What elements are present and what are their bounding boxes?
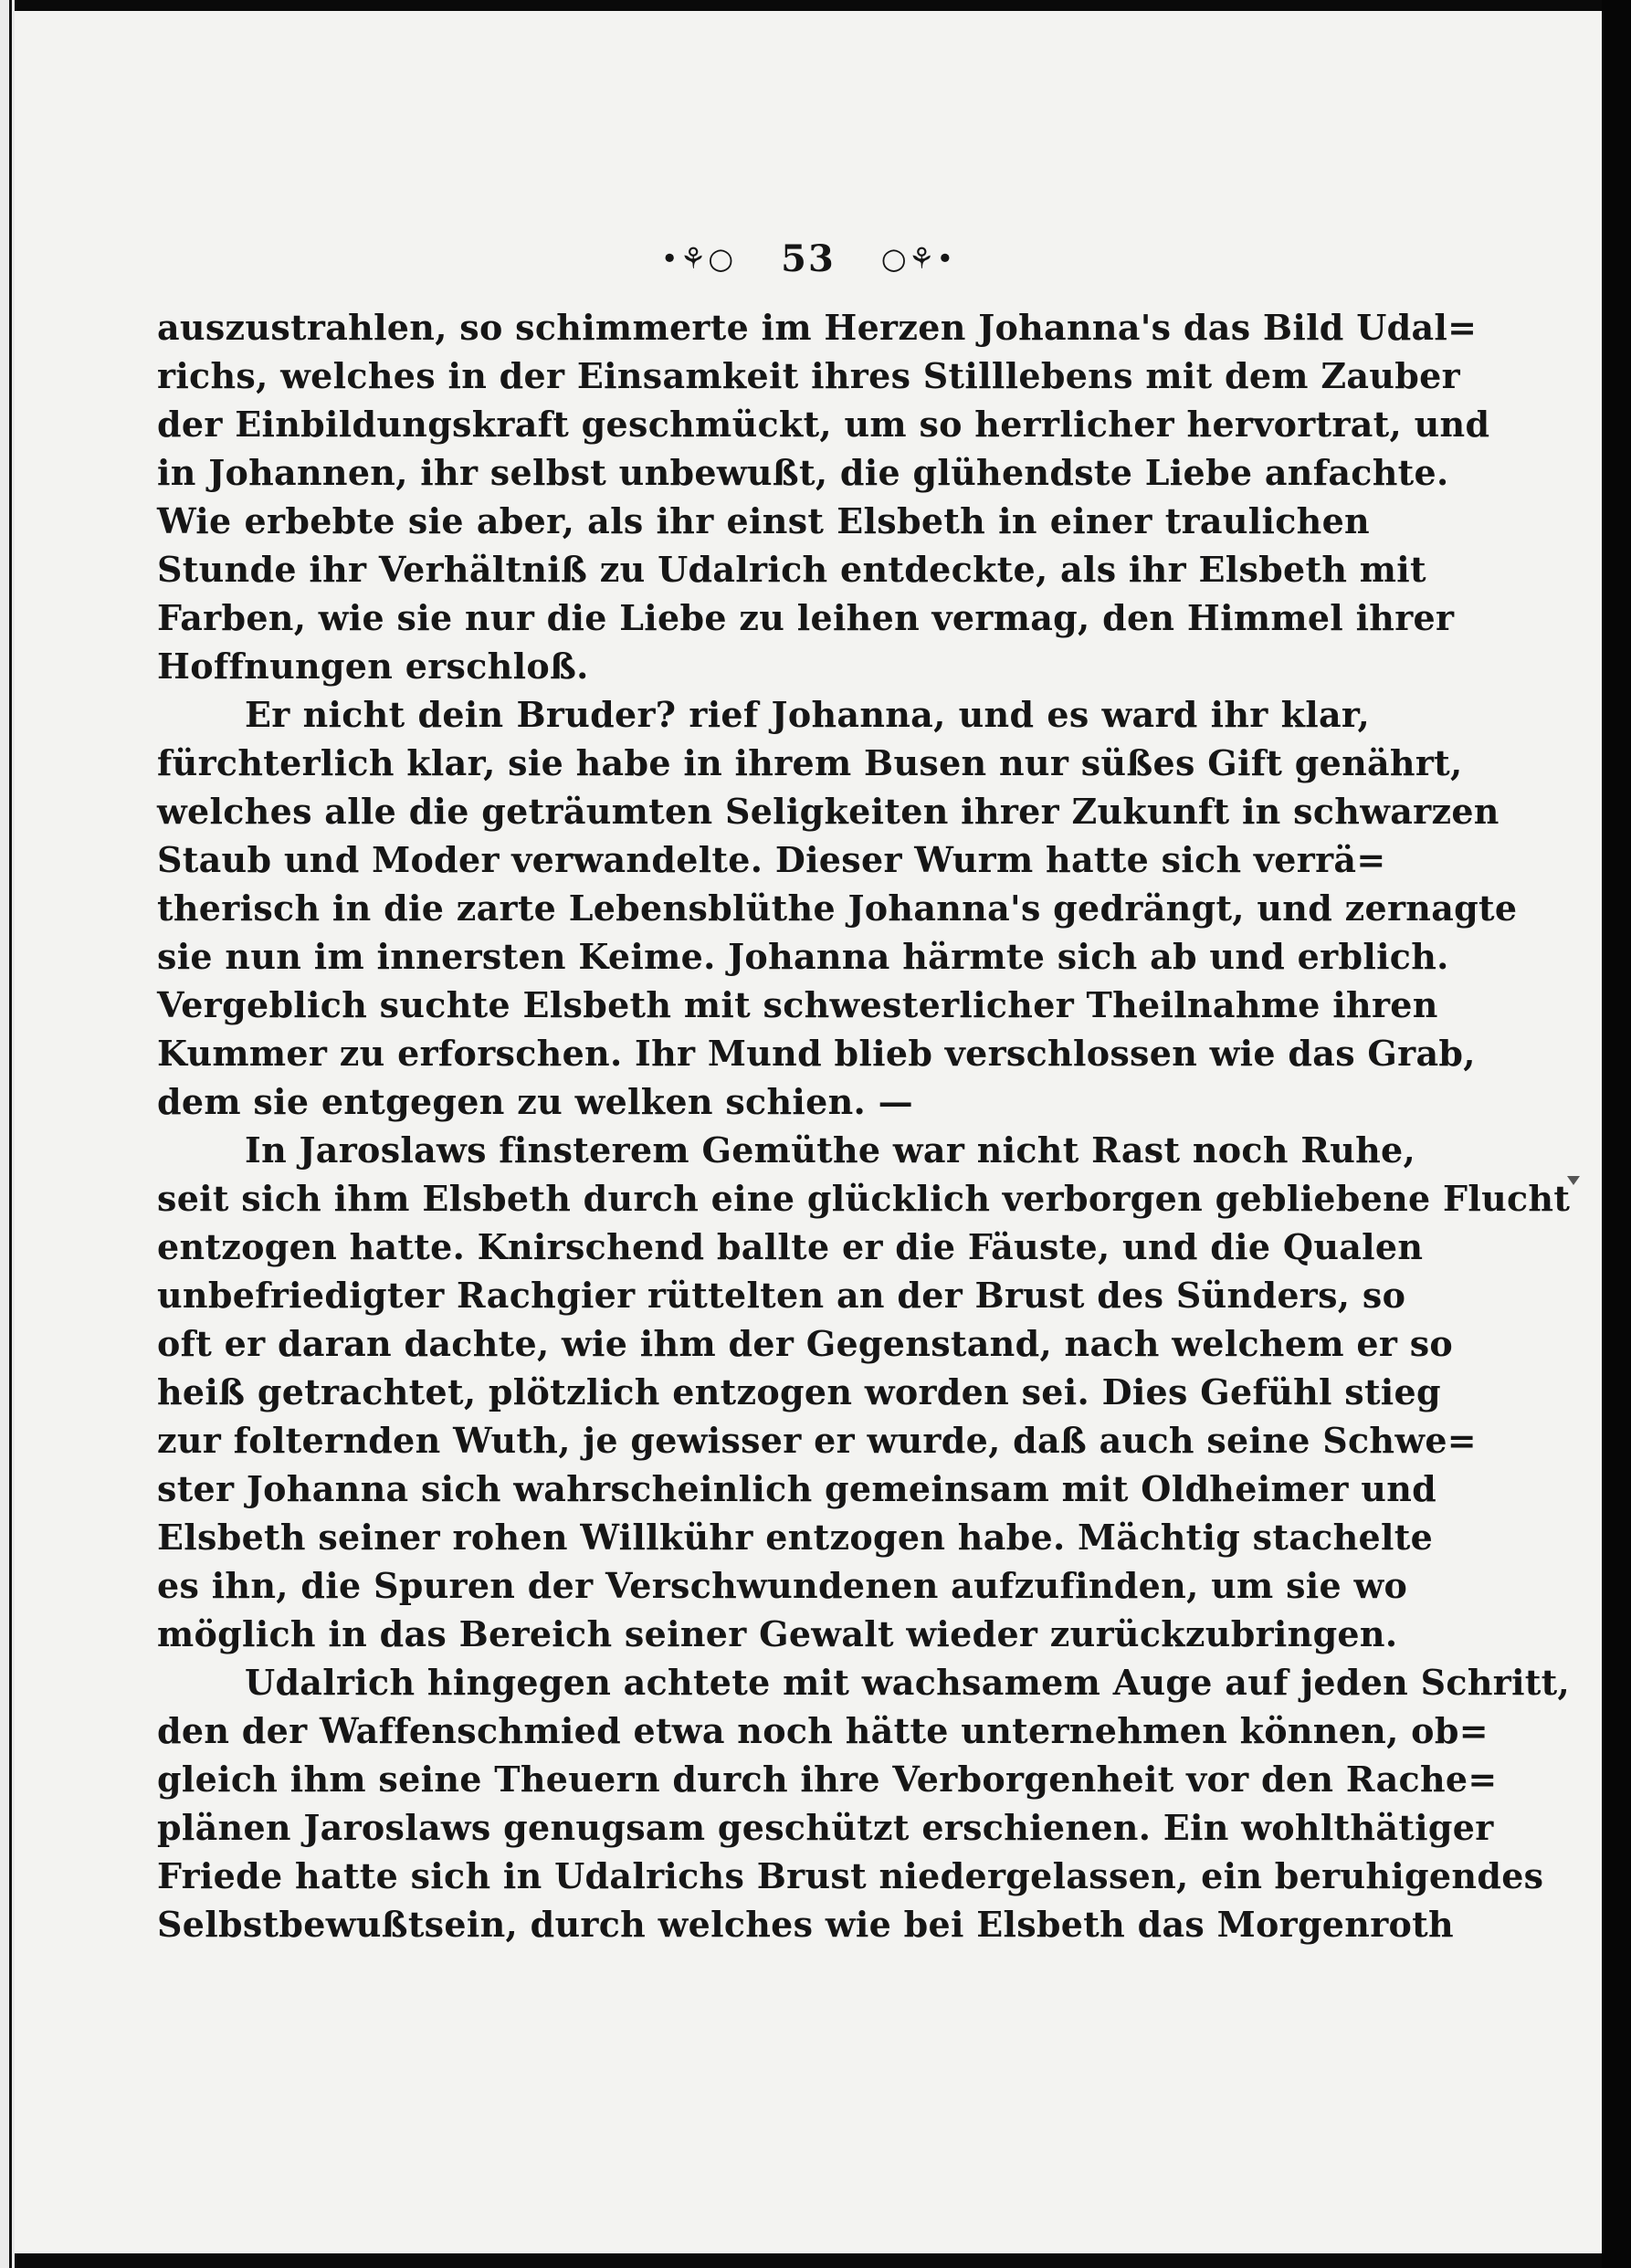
- text-line: ster Johanna sich wahrscheinlich gemeinsam mit Oldheimer und: [157, 1468, 1437, 1509]
- text-line: der Einbildungskraft geschmückt, um so herrlicher hervortrat, und: [157, 404, 1490, 445]
- text-line: unbefriedigter Rachgier rüttelten an der Brust des Sünders, so: [157, 1275, 1406, 1316]
- text-line: Udalrich hingegen achtete mit wachsamem Auge auf jeden Schritt,: [245, 1662, 1571, 1703]
- text-line: therisch in die zarte Lebensblüthe Johanna's gedrängt, und zernagte: [157, 887, 1518, 929]
- text-line: Stunde ihr Verhältniß zu Udalrich entdeckte, als ihr Elsbeth mit: [157, 549, 1426, 590]
- text-line: in Johannen, ihr selbst unbewußt, die glühendste Liebe anfachte.: [157, 452, 1449, 493]
- binding-rule: [9, 0, 12, 2268]
- margin-mark: [1567, 1176, 1580, 1185]
- text-line: zur folternden Wuth, je gewisser er wurde, daß auch seine Schwe=: [157, 1420, 1477, 1461]
- text-line: den der Waffenschmied etwa noch hätte unternehmen können, ob=: [157, 1710, 1489, 1751]
- text-line: Staub und Moder verwandelte. Dieser Wurm hatte sich verrä=: [157, 839, 1386, 880]
- text-line: Wie erbebte sie aber, als ihr einst Elsbeth in einer traulichen: [157, 500, 1370, 541]
- text-line: seit sich ihm Elsbeth durch eine glücklich verborgen gebliebene Flucht: [157, 1178, 1571, 1219]
- text-line: gleich ihm seine Theuern durch ihre Verborgenheit vor den Rache=: [157, 1759, 1498, 1800]
- text-line: es ihn, die Spuren der Verschwundenen aufzufinden, um sie wo: [157, 1565, 1408, 1606]
- text-line: Hoffnungen erschloß.: [157, 646, 589, 687]
- text-line: Vergeblich suchte Elsbeth mit schwesterlicher Theilnahme ihren: [157, 984, 1438, 1025]
- text-line: oft er daran dachte, wie ihm der Gegenstand, nach welchem er so: [157, 1323, 1454, 1364]
- text-line: plänen Jaroslaws genugsam geschützt erschienen. Ein wohlthätiger: [157, 1807, 1494, 1848]
- ornament-left: •⚘○: [660, 241, 736, 276]
- ornament-right: ○⚘•: [880, 241, 956, 276]
- text-line: welches alle die geträumten Seligkeiten ihrer Zukunft in schwarzen: [157, 791, 1499, 832]
- page-number: 53: [781, 237, 836, 280]
- text-line: Er nicht dein Bruder? rief Johanna, und es ward ihr klar,: [245, 694, 1370, 735]
- page-header: [15, 237, 1602, 283]
- text-line: fürchterlich klar, sie habe in ihrem Busen nur süßes Gift genährt,: [157, 742, 1463, 783]
- body-text: [157, 303, 1571, 1948]
- scan-border: [1602, 0, 1631, 2268]
- text-line: möglich in das Bereich seiner Gewalt wieder zurückzubringen.: [157, 1613, 1398, 1654]
- text-line: sie nun im innersten Keime. Johanna härmte sich ab und erblich.: [157, 936, 1449, 977]
- text-line: Elsbeth seiner rohen Willkühr entzogen habe. Mächtig stachelte: [157, 1517, 1434, 1558]
- text-line: richs, welches in der Einsamkeit ihres Stilllebens mit dem Zauber: [157, 355, 1460, 396]
- text-line: dem sie entgegen zu welken schien. —: [157, 1081, 913, 1122]
- text-line: Friede hatte sich in Udalrichs Brust niedergelassen, ein beruhigendes: [157, 1855, 1544, 1896]
- text-line: heiß getrachtet, plötzlich entzogen worden sei. Dies Gefühl stieg: [157, 1371, 1441, 1412]
- text-line: auszustrahlen, so schimmerte im Herzen Johanna's das Bild Udal=: [157, 307, 1478, 348]
- text-line: Kummer zu erforschen. Ihr Mund blieb verschlossen wie das Grab,: [157, 1033, 1476, 1074]
- text-line: Farben, wie sie nur die Liebe zu leihen vermag, den Himmel ihrer: [157, 597, 1455, 638]
- text-line: entzogen hatte. Knirschend ballte er die Fäuste, und die Qualen: [157, 1226, 1424, 1267]
- text-line: Selbstbewußtsein, durch welches wie bei Elsbeth das Morgenroth: [157, 1904, 1454, 1945]
- text-line: In Jaroslaws finsterem Gemüthe war nicht Rast noch Ruhe,: [245, 1129, 1416, 1171]
- page-left-edge: [0, 0, 15, 2268]
- book-page: [15, 11, 1602, 2253]
